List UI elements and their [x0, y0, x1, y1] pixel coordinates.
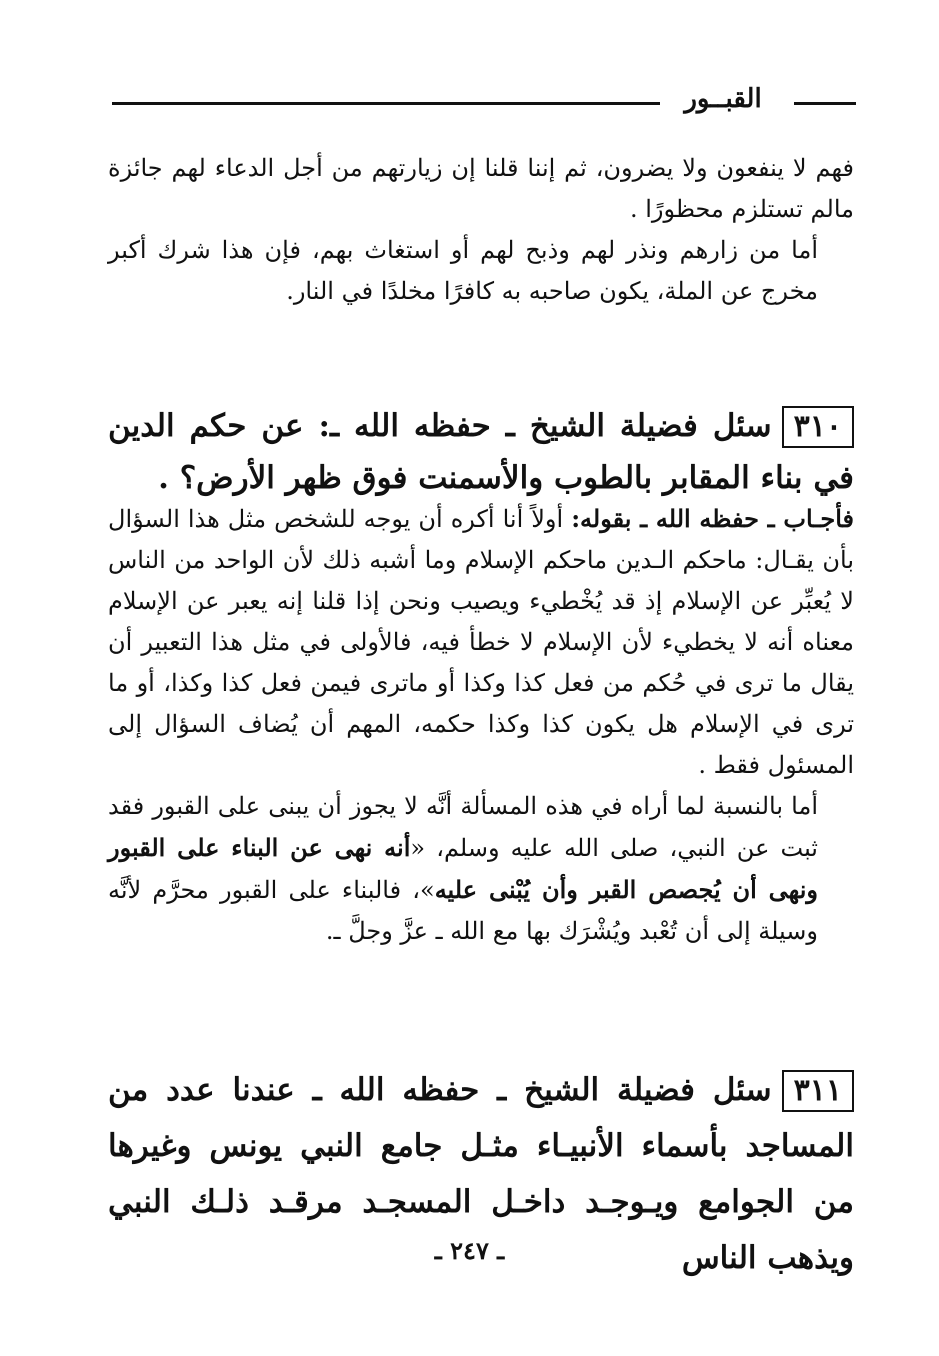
- page-number: ـ ٢٤٧ ـ: [434, 1236, 505, 1265]
- answer-310-text-1: أولاً أنا أكره أن يوجه للشخص مثل هذا السؤال بأن يقـال: ماحكم الـدين ماحكم الإسلام وما أشبه ذلك لأن الواحد من الناس لا يُعبِّر عن الإسلام إذ قد يُخْطيء ويصيب ونحن إذا قلنا إنه يعبر عن الإسلام معناه أنه لا يخطيء لأن الإسلام لا خطأ فيه، فالأولى في مثل هذا التعبير أن يقال ما ترى في حُكم من فعل كذا وكذا أو ماترى فيمن فعل كذا وكذا، أو ما ترى في الإسلام هل يكون كذا وكذا حكمه، المهم أن يُضاف السؤال إلى المسئول فقط .: [108, 505, 854, 779]
- question-310-text: سئل فضيلة الشيخ ـ حفظه الله ـ: عن حكم الدين في بناء المقابر بالطوب والأسمنت فوق ظهر الأرض؟ .: [108, 408, 854, 496]
- hadith-quote: أنه نهى عن البناء على القبور ونهى أن يُجصص القبر وأن يُبْنى عليه: [108, 833, 819, 904]
- question-310: [108, 400, 854, 504]
- answer-310-text-2-start: أما بالنسبة لما أراه في هذه المسألة أنَّه لا يجوز أن يبنى على القبور فقد ثبت عن النبي، صلى الله عليه وسلم، «: [108, 792, 818, 862]
- answer-lead: فأجـاب ـ حفظه الله ـ بقوله:: [571, 504, 854, 533]
- question-number-311: ٣١١: [782, 1070, 854, 1112]
- paragraph-1: فهم لا ينفعون ولا يضرون، ثم إننا قلنا إن زيارتهم من أجل الدعاء لهم جائزة مالم تستلزم محظورًا .: [108, 154, 854, 223]
- answer-310: [108, 498, 854, 952]
- paragraph-2: أما من زارهم ونذر لهم وذبح لهم أو استغاث بهم، فإن هذا شرك أكبر مخرج عن الملة، يكون صاحبه به كافرًا مخلدًا في النار.: [108, 236, 818, 305]
- answer-310-paragraph-1: [108, 498, 854, 786]
- header-rule-right: [794, 102, 856, 105]
- answer-310-text-2-end: »، فالبناء على القبور محرَّم لأنَّه وسيلة إلى أن تُعْبد ويُشْرَك بها مع الله ـ عزَّ وجلَّ ـ.: [108, 876, 818, 945]
- header-title: القبــور: [684, 84, 762, 114]
- header-rule-left: [112, 102, 660, 105]
- answer-310-paragraph-2: [108, 786, 854, 952]
- paragraphs-top: [108, 148, 854, 312]
- running-header: [112, 82, 856, 122]
- question-311-text: سئل فضيلة الشيخ ـ حفظه الله ـ عندنا عدد من المساجد بأسماء الأنبيـاء مثـل جامع النبي يونس وغيرها من الجوامع ويـوجـد داخـل المسجـد مرقـد ذلـك النبي ويذهب الناس: [108, 1072, 854, 1276]
- question-number-310: ٣١٠: [782, 406, 854, 448]
